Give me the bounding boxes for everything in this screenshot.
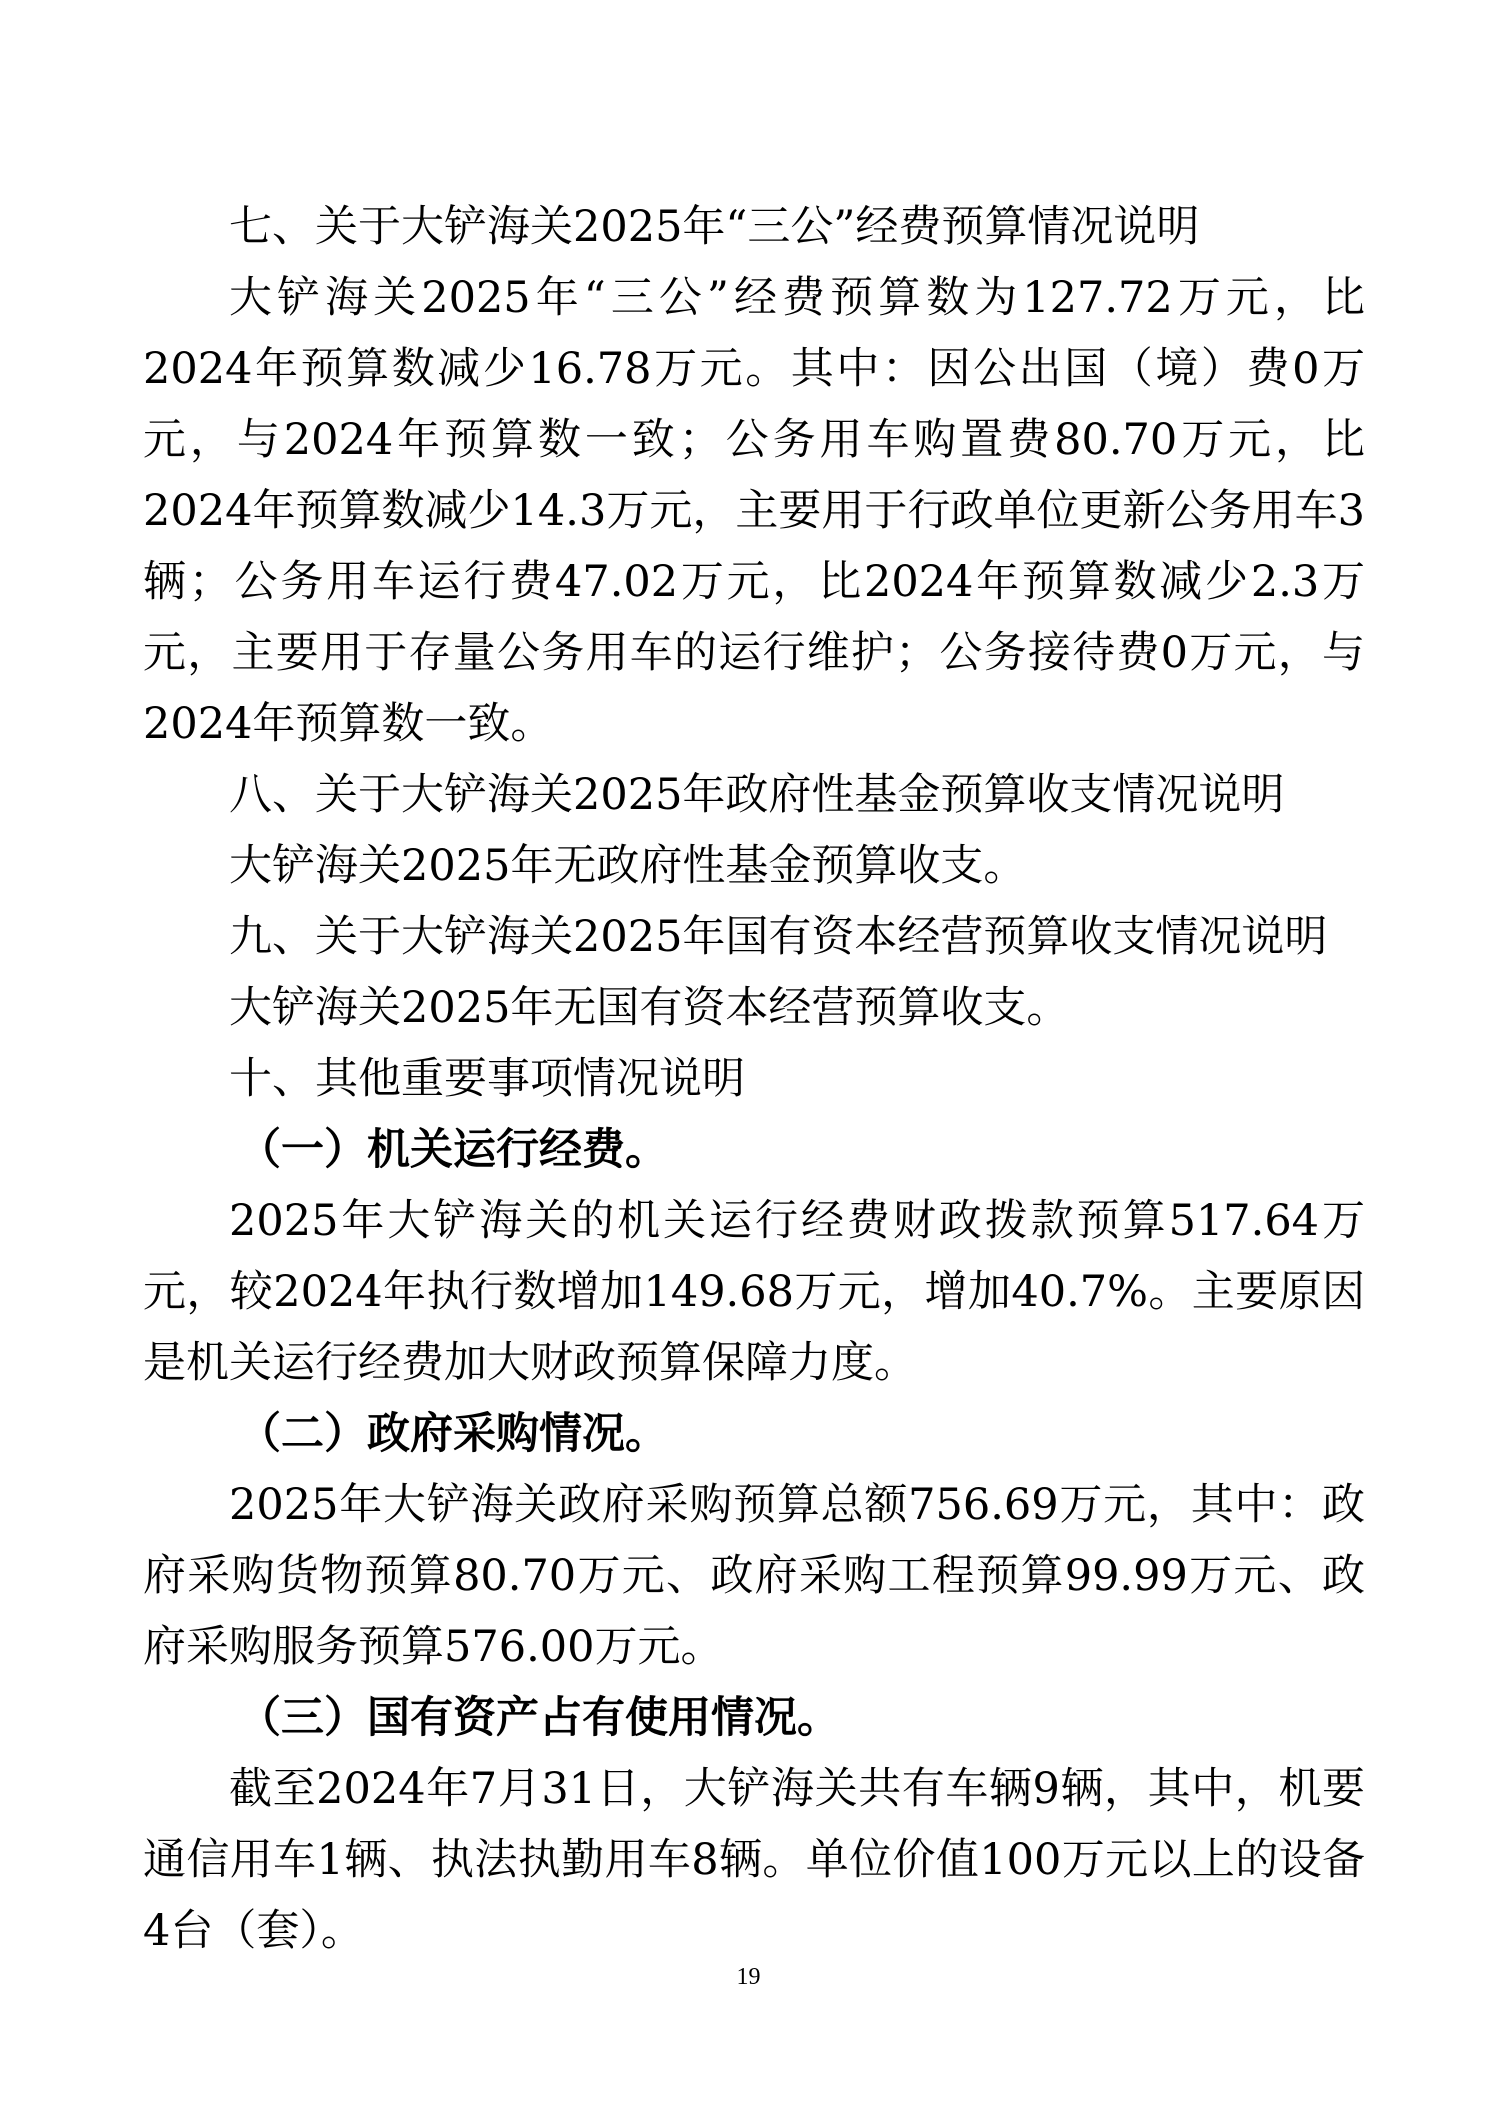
document-body [143, 192, 1365, 1967]
page-number: 19 [736, 1964, 761, 1990]
subheading-procurement: （二）政府采购情况。 [238, 1409, 668, 1459]
section-heading-8: 八、关于大铲海关2025年政府性基金预算收支情况说明 [229, 770, 1285, 820]
paragraph-state-capital: 大铲海关2025年无国有资本经营预算收支。 [229, 983, 1070, 1033]
paragraph-government-fund: 大铲海关2025年无政府性基金预算收支。 [229, 841, 1027, 891]
subheading-operating-expenses: （一）机关运行经费。 [238, 1125, 668, 1175]
paragraph-three-public-budget: 大铲海关2025年“三公”经费预算数为127.72万元，比2024年预算数减少16.78万元。其中：因公出国（境）费0万元，与2024年预算数一致；公务用车购置费80.70万元，比2024年预算数减少14.3万元，主要用于行政单位更新公务用车3辆；公务用车运行费47.02万元，比2024年预算数减少2.3万元，主要用于存量公务用车的运行维护；公务接待费0万元，与2024年预算数一致。 [143, 273, 1365, 749]
section-heading-9: 九、关于大铲海关2025年国有资本经营预算收支情况说明 [229, 912, 1328, 962]
section-heading-10: 十、其他重要事项情况说明 [229, 1054, 745, 1104]
paragraph-operating-expenses: 2025年大铲海关的机关运行经费财政拨款预算517.64万元，较2024年执行数增加149.68万元，增加40.7%。主要原因是机关运行经费加大财政预算保障力度。 [143, 1196, 1365, 1388]
subheading-state-assets: （三）国有资产占有使用情况。 [238, 1693, 840, 1743]
section-heading-7: 七、关于大铲海关2025年“三公”经费预算情况说明 [229, 202, 1200, 252]
paragraph-procurement: 2025年大铲海关政府采购预算总额756.69万元，其中：政府采购货物预算80.70万元、政府采购工程预算99.99万元、政府采购服务预算576.00万元。 [143, 1480, 1365, 1672]
paragraph-state-assets: 截至2024年7月31日，大铲海关共有车辆9辆，其中，机要通信用车1辆、执法执勤用车8辆。单位价值100万元以上的设备4台（套）。 [143, 1764, 1365, 1956]
